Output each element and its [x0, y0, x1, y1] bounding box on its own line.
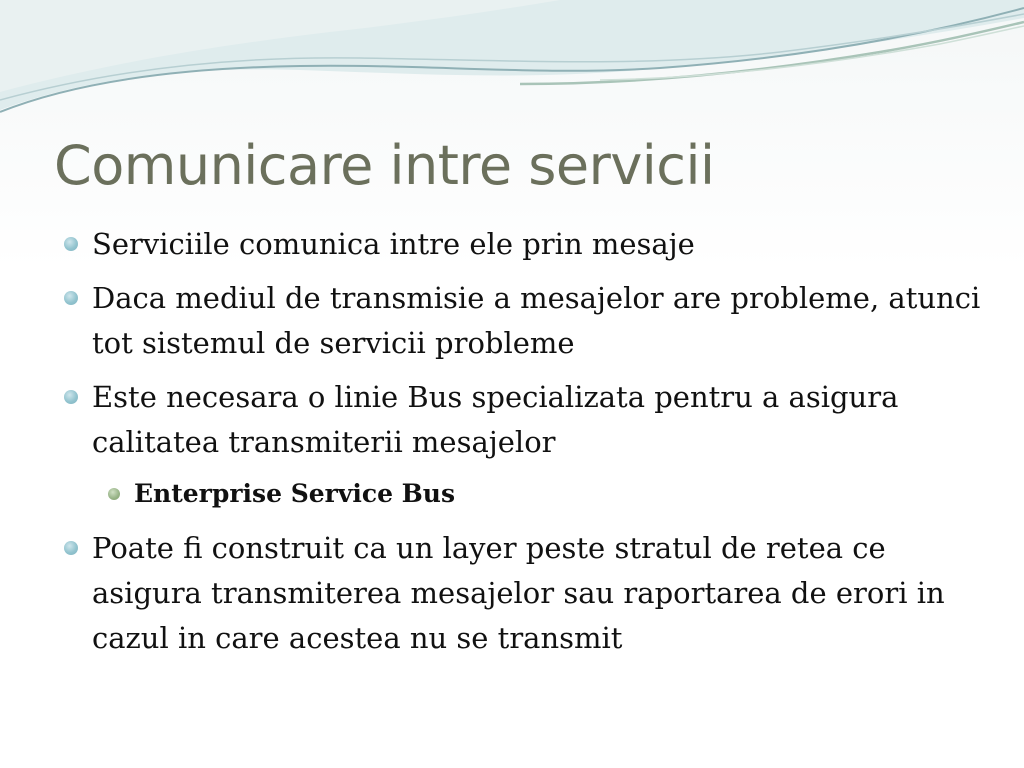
bullet-dot-icon — [64, 390, 78, 404]
bullet-item — [62, 375, 982, 465]
bullet-text: Este necesara o linie Bus specializata pentru a asigura calitatea transmiterii mesajelor — [92, 380, 899, 459]
bullet-dot-icon — [64, 291, 78, 305]
bullet-item — [62, 276, 982, 366]
sub-bullet-item — [62, 474, 982, 514]
bullet-list — [62, 222, 982, 670]
bullet-text: Poate fi construit ca un layer peste stratul de retea ce asigura transmiterea mesajelor sau raportarea de erori in cazul in care acestea nu se transmit — [92, 531, 945, 655]
bullet-text: Daca mediul de transmisie a mesajelor are probleme, atunci tot sistemul de servicii probleme — [92, 281, 981, 360]
sub-bullet-dot-icon — [108, 488, 120, 500]
sub-bullet-text: Enterprise Service Bus — [134, 479, 456, 508]
bullet-dot-icon — [64, 237, 78, 251]
bullet-dot-icon — [64, 541, 78, 555]
slide-title: Comunicare intre servicii — [54, 134, 715, 197]
bullet-text: Serviciile comunica intre ele prin mesaje — [92, 227, 695, 261]
bullet-item — [62, 526, 982, 661]
bullet-item — [62, 222, 982, 267]
header-wave-decoration — [0, 0, 1024, 140]
